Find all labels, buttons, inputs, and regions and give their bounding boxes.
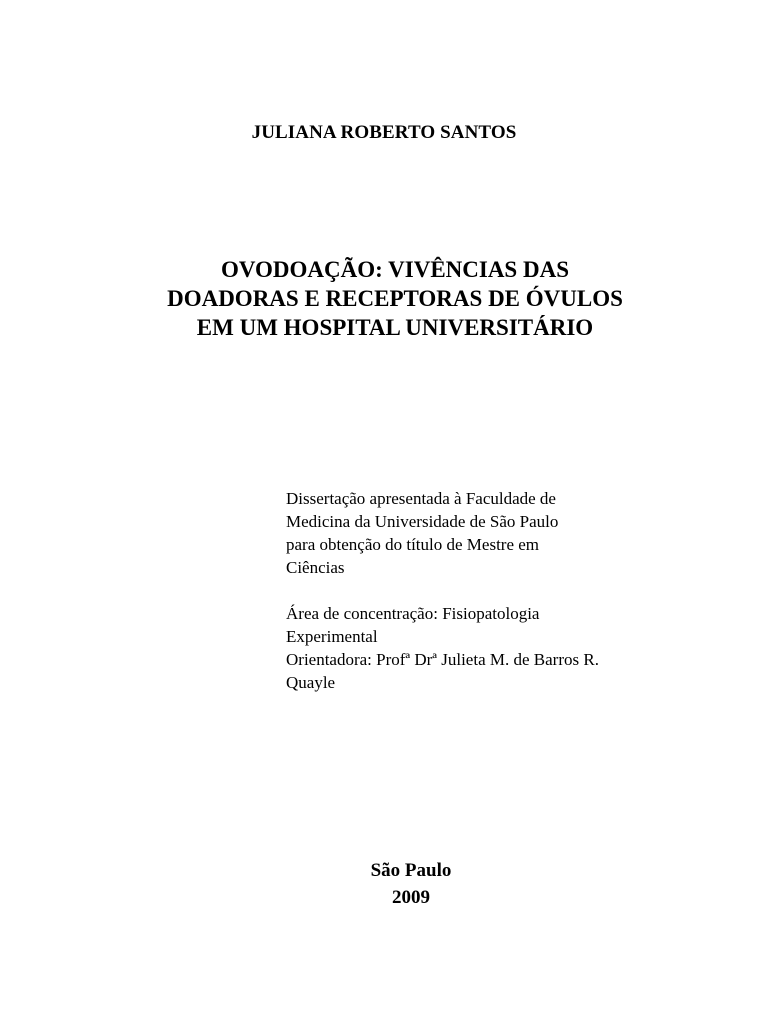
title-line: OVODOAÇÃO: VIVÊNCIAS DAS bbox=[221, 257, 569, 282]
city: São Paulo bbox=[370, 860, 452, 881]
dissertation-title bbox=[0, 255, 768, 342]
title-line: EM UM HOSPITAL UNIVERSITÁRIO bbox=[196, 315, 594, 340]
advisor-line: Quayle bbox=[286, 673, 336, 692]
description-line: Dissertação apresentada à Faculdade de bbox=[286, 489, 556, 508]
description-line: Medicina da Universidade de São Paulo bbox=[286, 512, 559, 531]
year: 2009 bbox=[392, 887, 430, 908]
place-and-date bbox=[0, 857, 768, 911]
description-line: Ciências bbox=[286, 558, 345, 577]
dissertation-info bbox=[286, 487, 686, 694]
advisor-line: Orientadora: Profª Drª Julieta M. de Barros R. bbox=[286, 650, 599, 669]
author-name: JULIANA ROBERTO SANTOS bbox=[251, 122, 517, 143]
paragraph-gap bbox=[286, 579, 686, 602]
area-line: Área de concentração: Fisiopatologia bbox=[286, 604, 540, 623]
title-line: DOADORAS E RECEPTORAS DE ÓVULOS bbox=[167, 286, 623, 311]
description-line: para obtenção do título de Mestre em bbox=[286, 535, 540, 554]
area-line: Experimental bbox=[286, 627, 378, 646]
